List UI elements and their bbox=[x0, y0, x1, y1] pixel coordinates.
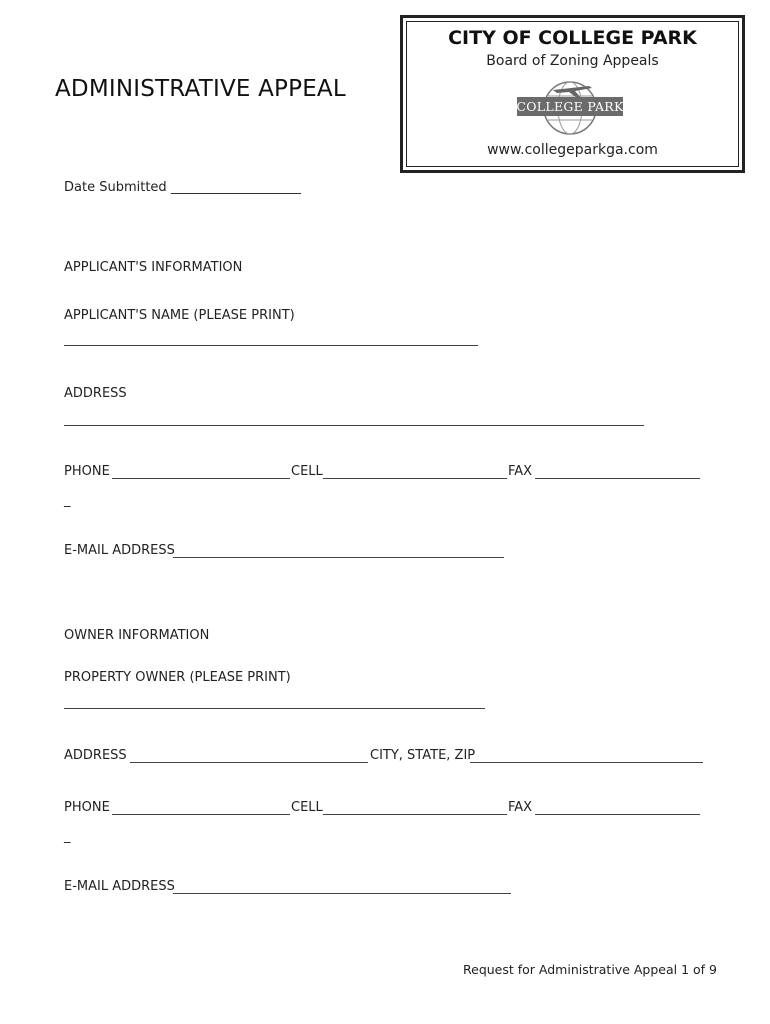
owner-heading: OWNER INFORMATION bbox=[64, 628, 210, 643]
owner-fax-label: FAX bbox=[508, 800, 533, 815]
date-submitted-text: Date Submitted bbox=[64, 180, 167, 195]
city-seal-box bbox=[400, 15, 745, 173]
applicant-cell-label: CELL bbox=[291, 464, 323, 479]
owner-phone-label: PHONE bbox=[64, 800, 110, 815]
owner-address-field[interactable] bbox=[130, 762, 368, 763]
owner-name-field[interactable] bbox=[64, 708, 485, 709]
owner-city-state-zip-field[interactable] bbox=[470, 762, 703, 763]
page-footer: Request for Administrative Appeal 1 of 9 bbox=[463, 962, 717, 977]
date-submitted-label bbox=[64, 180, 301, 195]
owner-name-label: PROPERTY OWNER (PLEASE PRINT) bbox=[64, 670, 291, 685]
owner-fax-field[interactable] bbox=[535, 814, 700, 815]
applicant-phone-field[interactable] bbox=[112, 478, 290, 479]
owner-email-label: E-MAIL ADDRESS bbox=[64, 879, 175, 894]
college-park-logo bbox=[515, 76, 625, 140]
applicant-heading: APPLICANT'S INFORMATION bbox=[64, 260, 243, 275]
logo-lettering: COLLEGE PARK bbox=[516, 99, 624, 114]
owner-address-label: ADDRESS bbox=[64, 748, 127, 763]
applicant-address-label: ADDRESS bbox=[64, 386, 127, 401]
page-title: ADMINISTRATIVE APPEAL bbox=[55, 76, 346, 102]
owner-wrap-mark: _ bbox=[64, 829, 71, 844]
applicant-name-field[interactable] bbox=[64, 345, 478, 346]
applicant-fax-field[interactable] bbox=[535, 478, 700, 479]
owner-phone-field[interactable] bbox=[112, 814, 290, 815]
owner-email-field[interactable] bbox=[173, 893, 511, 894]
board-name: Board of Zoning Appeals bbox=[486, 53, 659, 69]
applicant-cell-field[interactable] bbox=[323, 478, 507, 479]
applicant-email-field[interactable] bbox=[173, 557, 504, 558]
owner-cell-field[interactable] bbox=[323, 814, 507, 815]
applicant-phone-label: PHONE bbox=[64, 464, 110, 479]
owner-city-state-zip-label: CITY, STATE, ZIP bbox=[370, 748, 476, 763]
owner-cell-label: CELL bbox=[291, 800, 323, 815]
applicant-name-label: APPLICANT'S NAME (PLEASE PRINT) bbox=[64, 308, 295, 323]
applicant-email-label: E-MAIL ADDRESS bbox=[64, 543, 175, 558]
date-submitted-blank[interactable]: ____________________ bbox=[170, 180, 301, 195]
applicant-address-field[interactable] bbox=[64, 425, 644, 426]
website-url: www.collegeparkga.com bbox=[487, 142, 658, 158]
applicant-fax-label: FAX bbox=[508, 464, 533, 479]
applicant-wrap-mark: _ bbox=[64, 493, 71, 508]
city-name: CITY OF COLLEGE PARK bbox=[448, 27, 697, 49]
